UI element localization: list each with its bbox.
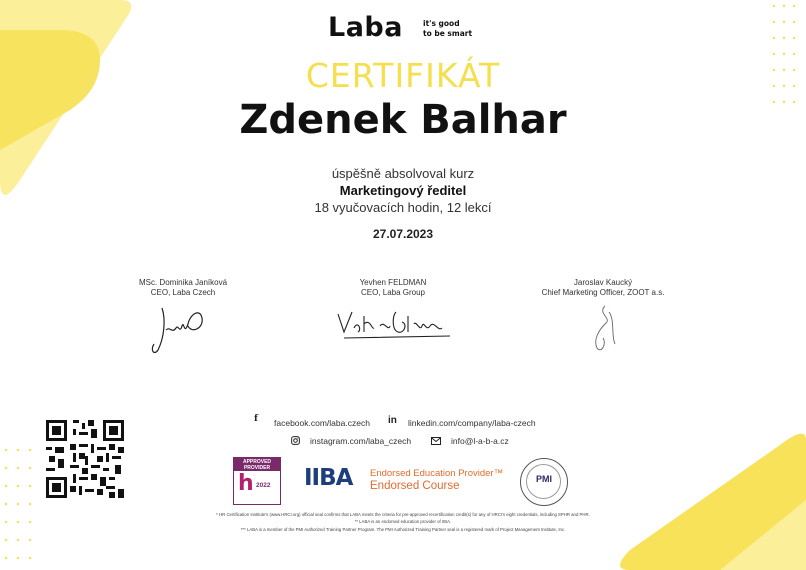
decor-dots-bottom-left (0, 440, 40, 570)
email-icon (431, 437, 441, 445)
signatory-title: CEO, Laba Czech (150, 288, 216, 297)
course-details: 18 vyučovacích hodin, 12 lekcí (314, 200, 492, 215)
logo-tagline-line1: it's good (423, 19, 460, 28)
recipient-name: Zdenek Balhar (239, 97, 567, 143)
hrci-logo-letter: h (238, 471, 254, 496)
iiba-badge (304, 465, 504, 495)
certificate-title: CERTIFIKÁT (305, 56, 501, 95)
signature-1 (148, 300, 208, 358)
signatory-2 (293, 278, 493, 298)
hrci-badge-header (234, 458, 280, 471)
hrci-badge-mid-text: PROVIDER (243, 465, 271, 471)
signatory-name: MSc. Dominika Janíková (138, 278, 228, 287)
email-link[interactable]: info@l-a-b-a.cz (451, 436, 509, 446)
hrci-approved-provider-badge (233, 457, 281, 505)
qr-code (46, 420, 124, 498)
signatory-name: Jaroslav Kaucký (573, 278, 633, 287)
logo-tagline-line2: to be smart (423, 29, 473, 38)
logo-wordmark: Laba (328, 12, 403, 43)
signatory-name: Yevhen FELDMAN (359, 278, 427, 287)
completion-text: úspěšně absolvoval kurz (331, 166, 475, 181)
footnote-pmi: *** LABA is a member of the PMI Authorized Training Partner Program. The PMI Authorized Training Partner seal is a registered mark of Project Management Institute, Inc. (240, 527, 566, 532)
instagram-icon (291, 436, 300, 445)
signatory-1 (83, 278, 283, 298)
signatory-3 (503, 278, 703, 298)
course-name: Marketingový ředitel (339, 183, 467, 198)
footnote-hrci: * HR Certification Institute's (www.HRCI.org) official seal confirms that LABA meets the criteria for pre-approved recertification credit(s) for any of HRCI's eight credentials, including SPHR and PHR. (216, 512, 590, 517)
facebook-icon: f (254, 414, 258, 424)
signatory-title: Chief Marketing Officer, ZOOT a.s. (541, 288, 665, 297)
signatory-title: CEO, Laba Group (360, 288, 426, 297)
hrci-badge-top-text: APPROVED (242, 459, 272, 465)
signature-3 (585, 300, 625, 358)
pmi-authorized-partner-seal (520, 458, 568, 506)
iiba-endorsed-provider: Endorsed Education Provider™ (370, 468, 504, 479)
signature-2 (334, 306, 454, 346)
iiba-logo: IIBA (304, 465, 353, 491)
pmi-seal-logo: PMI (535, 474, 552, 484)
facebook-link[interactable]: facebook.com/laba.czech (274, 418, 370, 428)
hrci-badge-year: 2022 (256, 482, 271, 489)
iiba-endorsed-course: Endorsed Course (370, 480, 460, 492)
certificate-date: 27.07.2023 (372, 227, 434, 241)
instagram-link[interactable]: instagram.com/laba_czech (310, 436, 412, 446)
footnote-iiba: ** LABA is an endorsed education provider of IIBA. (354, 519, 452, 524)
logo-tagline (423, 19, 483, 39)
linkedin-link[interactable]: linkedin.com/company/laba-czech (408, 418, 536, 428)
linkedin-icon: in (388, 415, 397, 426)
decor-bottom-right-shape (600, 430, 806, 570)
